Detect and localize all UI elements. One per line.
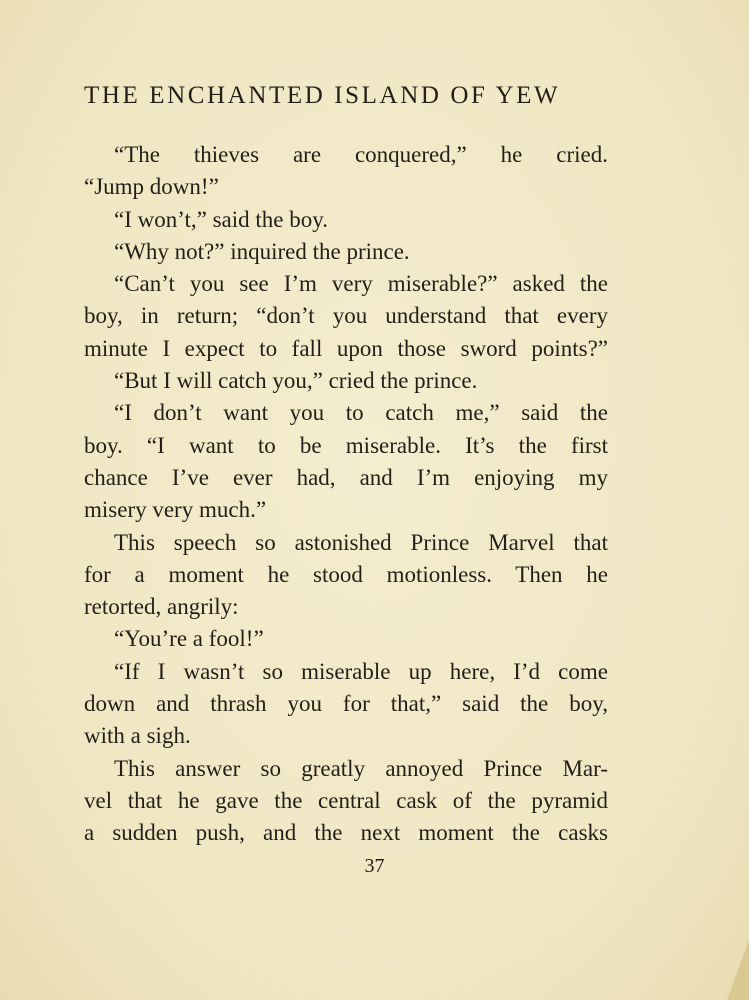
- text-line: “The thieves are conquered,” he cried.: [114, 142, 608, 167]
- text-line: “I won’t,” said the boy.: [114, 206, 328, 232]
- text-line: “Can’t you see I’m very miserable?” asked the: [114, 271, 608, 297]
- text-line: boy, in return; “don’t you understand that every: [84, 303, 608, 329]
- text-line: down and thrash you for that,” said the boy,: [84, 691, 608, 717]
- text-line: “If I wasn’t so miserable up here, I’d come: [114, 658, 608, 684]
- text-line: “But I will catch you,” cried the prince.: [114, 368, 478, 394]
- text-line: minute I expect to fall upon those sword points?”: [84, 335, 608, 361]
- running-head: THE ENCHANTED ISLAND OF YEW: [84, 82, 561, 109]
- text-line: with a sigh.: [84, 723, 191, 749]
- text-line: “I don’t want you to catch me,” said the: [114, 400, 608, 426]
- text-line: “Jump down!”: [84, 174, 219, 200]
- text-line: boy. “I want to be miserable. It’s the first: [84, 432, 608, 458]
- text-line: This answer so greatly annoyed Prince Mar-: [114, 755, 608, 781]
- page-number: 37: [364, 855, 385, 877]
- text-line: misery very much.”: [84, 497, 267, 523]
- text-line: “Why not?” inquired the prince.: [114, 238, 410, 264]
- body-text: [84, 139, 608, 850]
- text-line: vel that he gave the central cask of the pyramid: [84, 787, 608, 813]
- text-line: retorted, angrily:: [84, 594, 239, 620]
- text-line: chance I’ve ever had, and I’m enjoying my: [84, 464, 608, 490]
- text-line: “You’re a fool!”: [114, 626, 264, 652]
- text-line: for a moment he stood motionless. Then he: [84, 561, 608, 587]
- text-line: a sudden push, and the next moment the casks: [84, 820, 608, 846]
- text-line: This speech so astonished Prince Marvel that: [114, 529, 608, 555]
- page-corner: [727, 940, 749, 1000]
